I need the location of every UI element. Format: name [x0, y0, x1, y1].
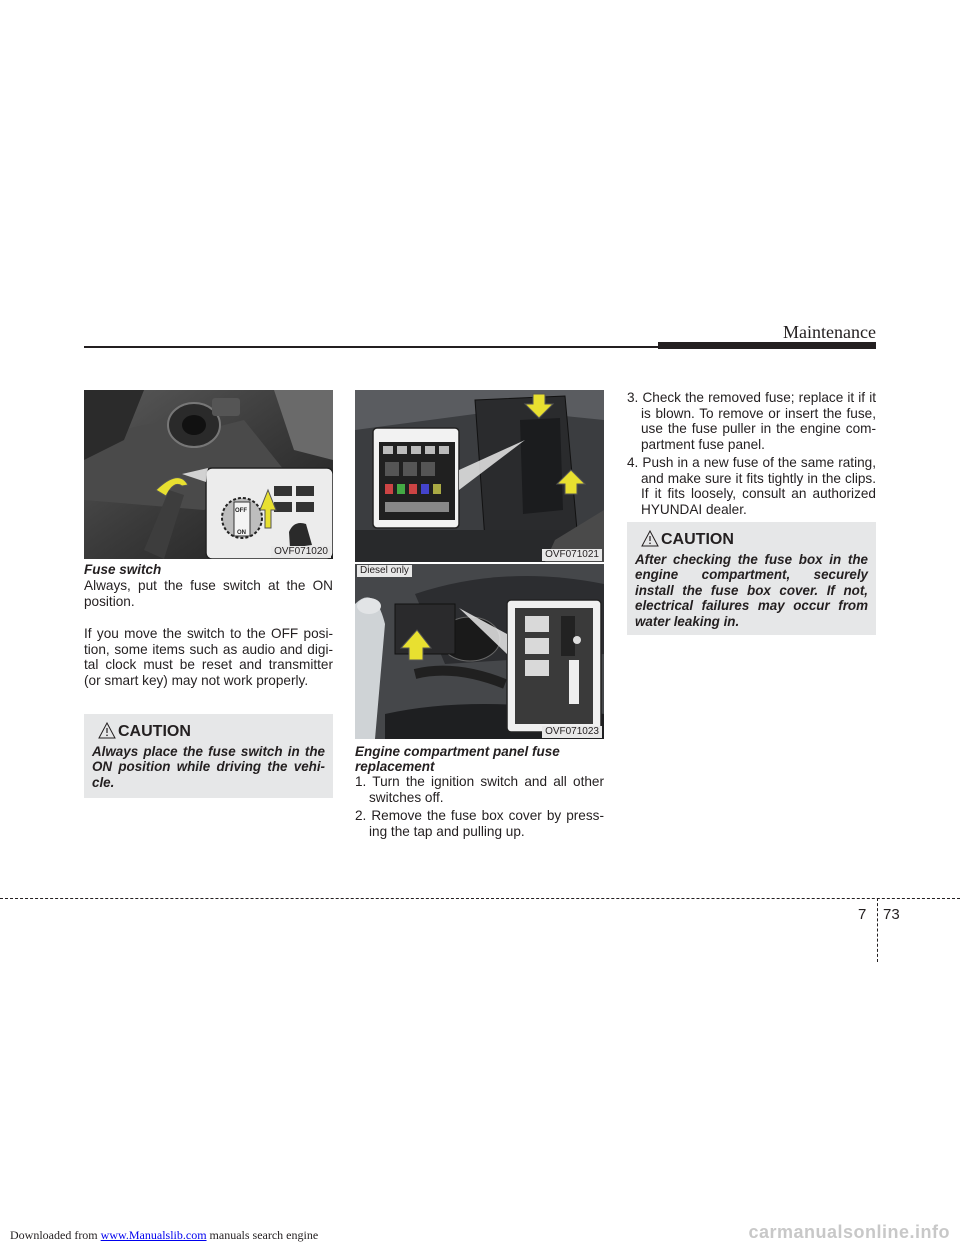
footer-rule	[0, 898, 960, 899]
text-line: tal clock must be reset and transmitter	[84, 657, 333, 672]
text-line: If it fits loosely, consult an authorized	[641, 486, 876, 501]
warning-triangle-icon	[98, 722, 116, 739]
download-suffix: manuals search engine	[206, 1228, 319, 1242]
engine-panel-steps-col3	[627, 390, 876, 517]
text-line: electrical failures may occur from	[635, 598, 868, 614]
chapter-number: 7	[858, 906, 867, 923]
text-line: Always, put the fuse switch at the ON	[84, 578, 333, 593]
footer-divider	[877, 898, 878, 962]
caution-box	[627, 522, 876, 635]
download-source-line	[10, 1228, 318, 1243]
text-line: After checking the fuse box in the	[635, 552, 868, 567]
manualslib-link[interactable]: www.Manualslib.com	[100, 1228, 207, 1242]
section-title: Maintenance	[783, 322, 876, 342]
text-line: cle.	[92, 774, 115, 790]
fuse-switch-para2	[84, 626, 333, 688]
list-item	[355, 808, 604, 839]
caution-box	[84, 714, 333, 798]
list-item	[627, 455, 876, 517]
text-line: tion, some items such as audio and digi-	[84, 641, 333, 657]
fuse-switch-para1	[84, 578, 333, 609]
text-line: water leaking in.	[635, 613, 740, 629]
engine-panel-steps-col2	[355, 774, 604, 839]
list-item	[355, 774, 604, 805]
caution-heading: CAUTION	[118, 723, 191, 740]
page-number: 73	[883, 906, 900, 923]
title-line: replacement	[355, 759, 435, 774]
text-line: 4. Push in a new fuse of the same rating,	[627, 455, 876, 470]
text-line: use the fuse puller in the engine com-	[641, 421, 876, 436]
warning-triangle-icon	[641, 530, 659, 547]
photo-code: OVF071023	[542, 726, 602, 738]
diesel-fuse-photo	[355, 564, 604, 739]
text-line: Always place the fuse switch in the	[92, 744, 325, 759]
diesel-only-tag: Diesel only	[357, 565, 412, 577]
text-line: position.	[84, 593, 135, 609]
photo-code: OVF071020	[271, 546, 331, 558]
engine-compartment-photo	[355, 390, 604, 562]
fuse-switch-photo	[84, 390, 333, 559]
text-line: 1. Turn the ignition switch and all other	[355, 774, 604, 789]
text-line: 2. Remove the fuse box cover by press-	[355, 808, 604, 823]
text-line: 3. Check the removed fuse; replace it if it	[627, 390, 876, 405]
engine-panel-title	[355, 744, 604, 774]
text-line: and make sure it fits tightly in the clips.	[641, 470, 876, 486]
text-line: ing the tap and pulling up.	[369, 823, 525, 839]
header-tab-bar	[658, 342, 876, 349]
caution-text	[635, 552, 868, 629]
caution-text	[92, 744, 325, 790]
text-line: partment fuse panel.	[641, 436, 765, 452]
photo-code: OVF071021	[542, 549, 602, 561]
text-line: install the fuse box cover. If not,	[635, 582, 868, 598]
text-line: engine compartment, securely	[635, 567, 868, 583]
download-prefix: Downloaded from	[10, 1228, 101, 1242]
text-line: (or smart key) may not work properly.	[84, 672, 309, 688]
watermark: carmanualsonline.info	[748, 1222, 950, 1242]
list-item	[627, 390, 876, 452]
caution-heading: CAUTION	[661, 531, 734, 548]
text-line: switches off.	[369, 789, 444, 805]
text-line: HYUNDAI dealer.	[641, 501, 747, 517]
fuse-switch-title: Fuse switch	[84, 562, 162, 577]
switch-on-label: ON	[237, 530, 246, 536]
switch-off-label: OFF	[235, 508, 247, 514]
text-line: ON position while driving the vehi-	[92, 759, 325, 775]
text-line: is blown. To remove or insert the fuse,	[641, 405, 876, 421]
text-line: If you move the switch to the OFF posi-	[84, 626, 333, 641]
title-line: Engine compartment panel fuse	[355, 744, 560, 759]
